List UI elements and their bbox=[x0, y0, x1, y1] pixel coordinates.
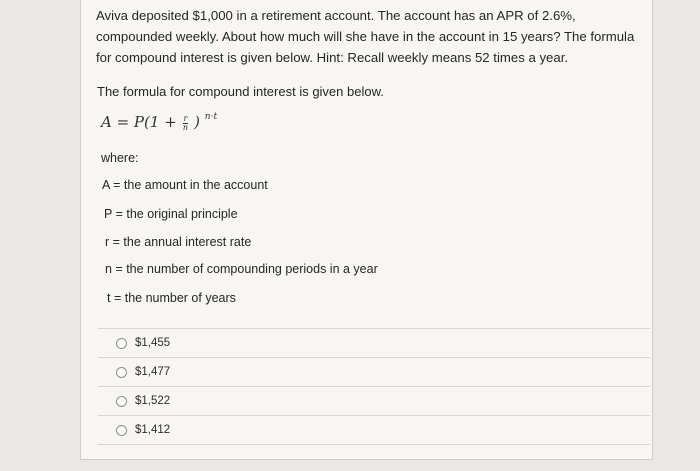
where-label: where: bbox=[101, 151, 139, 165]
answer-option[interactable] bbox=[98, 357, 650, 386]
answer-option-label: $1,522 bbox=[135, 395, 171, 407]
formula-frac-denominator: n bbox=[182, 122, 189, 132]
answer-option-label: $1,412 bbox=[135, 424, 171, 436]
radio-button[interactable] bbox=[116, 367, 127, 378]
definition-a: A = the amount in the account bbox=[102, 178, 268, 192]
definition-n: n = the number of compounding periods in a year bbox=[105, 262, 378, 276]
answer-option-label: $1,455 bbox=[135, 337, 171, 349]
formula-frac-numerator: r bbox=[183, 113, 188, 123]
radio-button[interactable] bbox=[116, 425, 127, 436]
formula-rhs: ) bbox=[194, 113, 201, 131]
radio-button[interactable] bbox=[116, 396, 127, 407]
formula-exponent: n·t bbox=[204, 112, 218, 122]
definition-t: t = the number of years bbox=[107, 291, 236, 305]
answer-option[interactable] bbox=[98, 415, 650, 445]
definition-p: P = the original principle bbox=[104, 207, 238, 221]
answer-option[interactable] bbox=[98, 328, 650, 357]
answer-options bbox=[98, 328, 650, 445]
compound-interest-formula bbox=[101, 112, 217, 132]
definition-r: r = the annual interest rate bbox=[105, 235, 252, 249]
formula-fraction bbox=[183, 115, 189, 132]
answer-option[interactable] bbox=[98, 386, 650, 415]
formula-lhs: A = P(1 + bbox=[101, 113, 177, 131]
formula-intro: The formula for compound interest is given below. bbox=[97, 84, 384, 99]
radio-button[interactable] bbox=[116, 338, 127, 349]
question-text: Aviva deposited $1,000 in a retirement account. The account has an APR of 2.6%, compounded weekly. About how much will she have in the account in 15 years? The formula for compound interest is given below. Hint: Recall weekly means 52 times a year. bbox=[96, 8, 635, 65]
question-card bbox=[80, 0, 653, 460]
answer-option-label: $1,477 bbox=[135, 366, 171, 378]
